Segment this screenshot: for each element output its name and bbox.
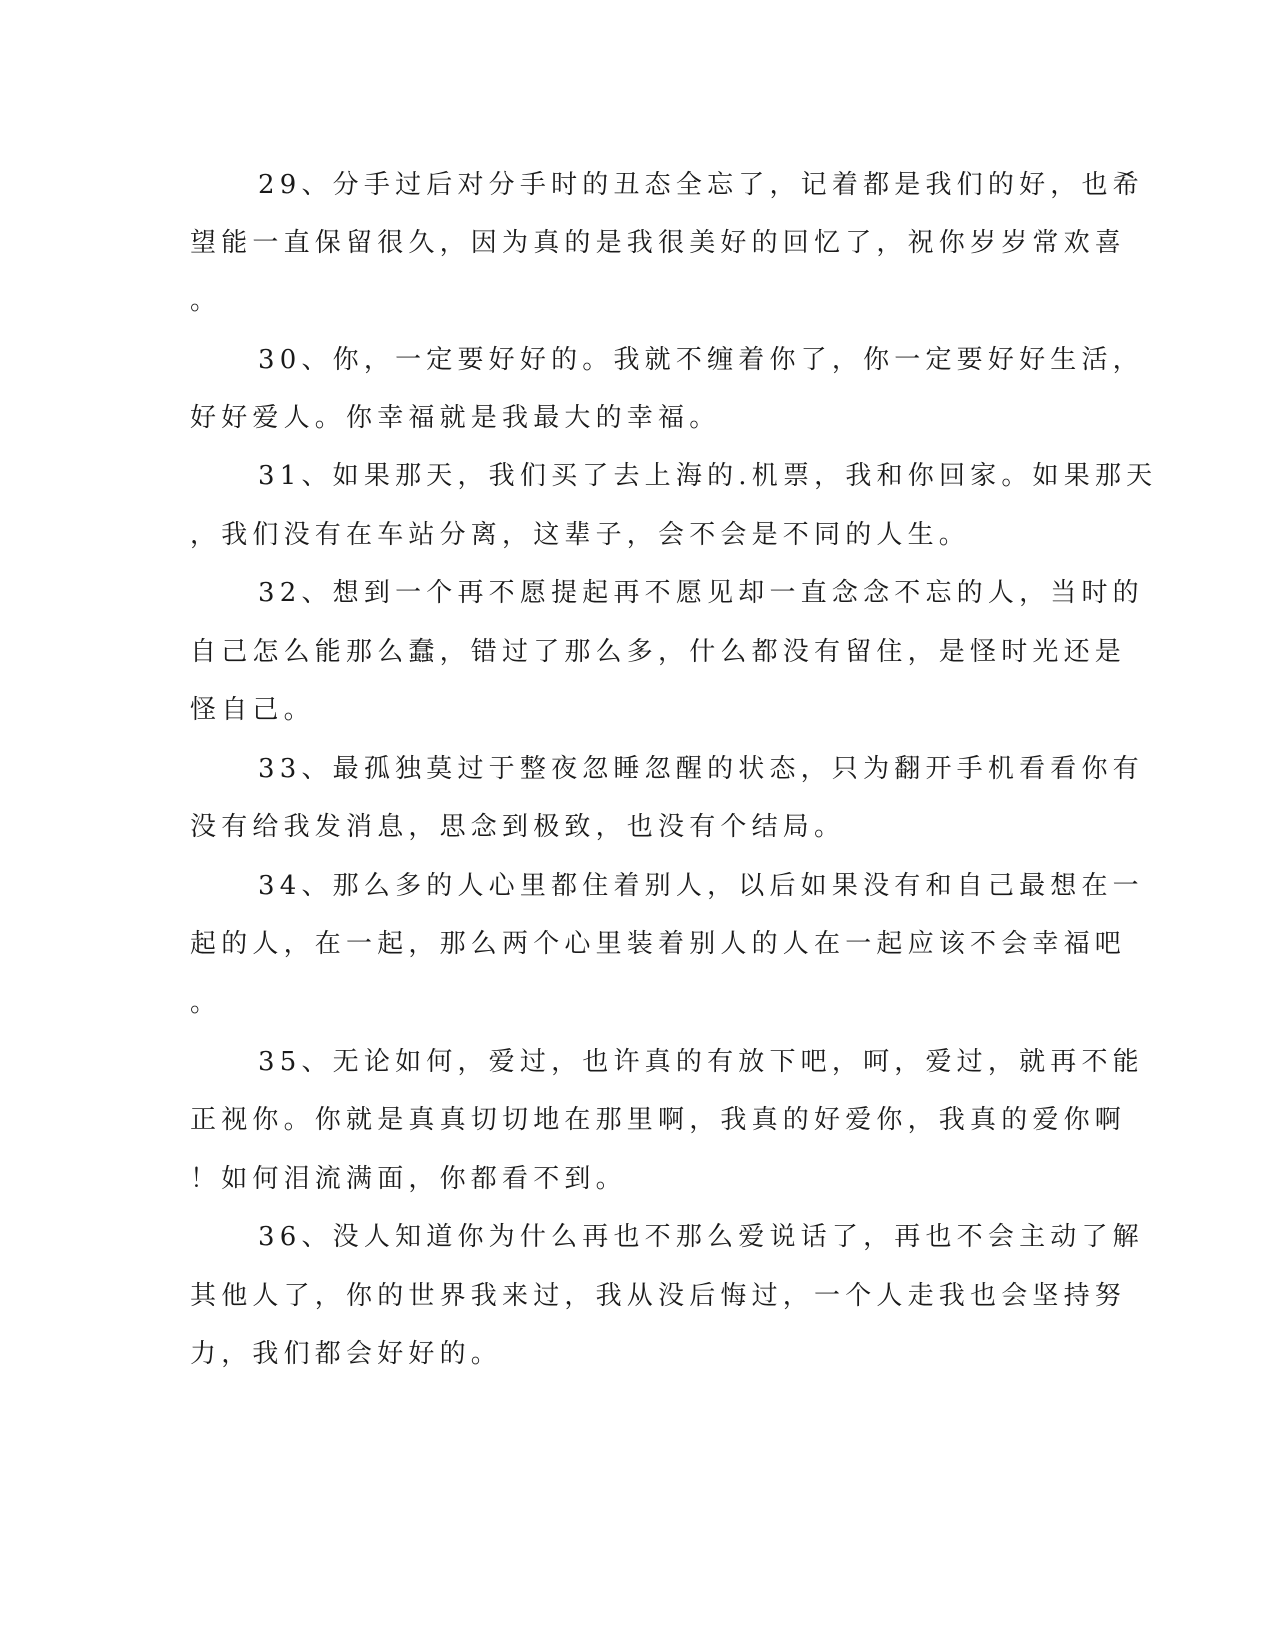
paragraph-31-line-2: ，我们没有在车站分离，这辈子，会不会是不同的人生。 <box>190 520 971 550</box>
paragraph-33-line-1: 33、最孤独莫过于整夜忽睡忽醒的状态，只为翻开手机看看你有 <box>258 754 1144 784</box>
paragraph-36-line-1: 36、没人知道你为什么再也不那么爱说话了，再也不会主动了解 <box>258 1222 1144 1252</box>
paragraph-30-line-2: 好好爱人。你幸福就是我最大的幸福。 <box>190 403 721 433</box>
paragraph-35-line-2: 正视你。你就是真真切切地在那里啊，我真的好爱你，我真的爱你啊 <box>190 1105 1127 1135</box>
paragraph-29-line-1: 29、分手过后对分手时的丑态全忘了，记着都是我们的好，也希 <box>258 170 1144 200</box>
paragraph-31-line-1: 31、如果那天，我们买了去上海的.机票，我和你回家。如果那天 <box>258 461 1158 491</box>
paragraph-33-line-2: 没有给我发消息，思念到极致，也没有个结局。 <box>190 812 846 842</box>
paragraph-29-line-3: 。 <box>190 286 222 316</box>
paragraph-29-line-2: 望能一直保留很久，因为真的是我很美好的回忆了，祝你岁岁常欢喜 <box>190 228 1127 258</box>
paragraph-36-line-2: 其他人了，你的世界我来过，我从没后悔过，一个人走我也会坚持努 <box>190 1281 1127 1311</box>
paragraph-32-line-1: 32、想到一个再不愿提起再不愿见却一直念念不忘的人，当时的 <box>258 578 1144 608</box>
paragraph-35-line-1: 35、无论如何，爱过，也许真的有放下吧，呵，爱过，就再不能 <box>258 1047 1144 1077</box>
paragraph-36-line-3: 力，我们都会好好的。 <box>190 1339 503 1369</box>
paragraph-30-line-1: 30、你，一定要好好的。我就不缠着你了，你一定要好好生活， <box>258 345 1144 375</box>
paragraph-32-line-3: 怪自己。 <box>190 695 315 725</box>
paragraph-34-line-2: 起的人，在一起，那么两个心里装着别人的人在一起应该不会幸福吧 <box>190 929 1127 959</box>
paragraph-34-line-1: 34、那么多的人心里都住着别人，以后如果没有和自己最想在一 <box>258 871 1144 901</box>
paragraph-34-line-3: 。 <box>190 988 222 1018</box>
paragraph-35-line-3: ！如何泪流满面，你都看不到。 <box>190 1164 627 1194</box>
paragraph-32-line-2: 自己怎么能那么蠢，错过了那么多，什么都没有留住，是怪时光还是 <box>190 637 1127 667</box>
